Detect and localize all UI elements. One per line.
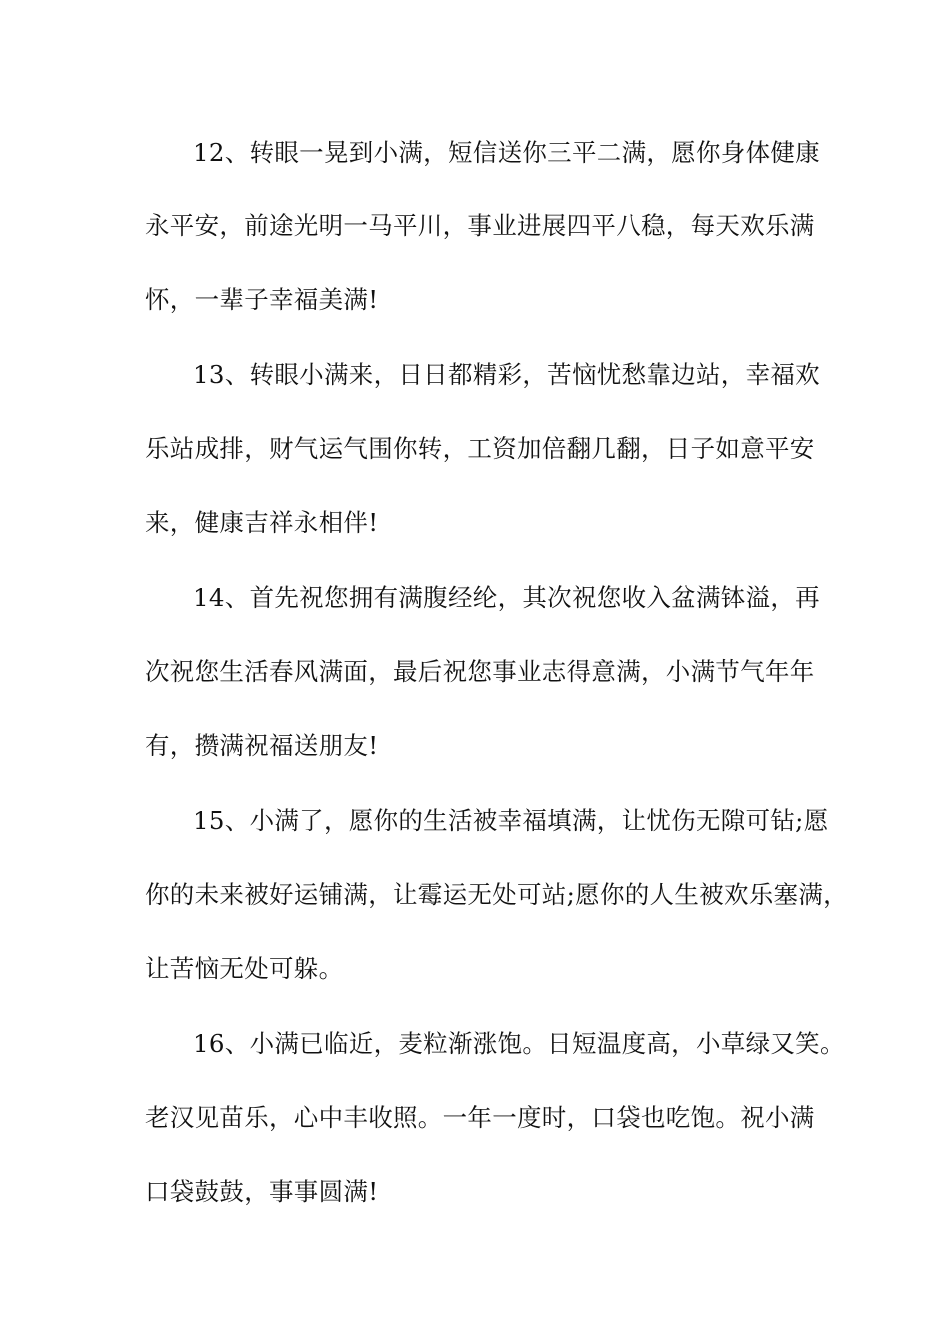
paragraph-14-line-3: 有，攒满祝福送朋友! <box>145 731 379 760</box>
paragraph-12-line-1: 12、转眼一晃到小满，短信送你三平二满，愿你身体健康 <box>193 138 820 167</box>
paragraph-16-line-1: 16、小满已临近，麦粒渐涨饱。日短温度高，小草绿又笑。 <box>193 1029 845 1058</box>
paragraph-15-line-1: 15、小满了，愿你的生活被幸福填满，让忧伤无隙可钻;愿 <box>193 806 829 835</box>
paragraph-14-line-2: 次祝您生活春风满面，最后祝您事业志得意满，小满节气年年 <box>145 657 815 686</box>
paragraph-14-line-1: 14、首先祝您拥有满腹经纶，其次祝您收入盆满钵溢，再 <box>193 583 820 612</box>
paragraph-13-line-1: 13、转眼小满来，日日都精彩，苦恼忧愁靠边站，幸福欢 <box>193 360 820 389</box>
paragraph-12-line-2: 永平安，前途光明一马平川，事业进展四平八稳，每天欢乐满 <box>145 211 815 240</box>
paragraph-15-line-3: 让苦恼无处可躲。 <box>145 954 344 983</box>
paragraph-13-line-3: 来，健康吉祥永相伴! <box>145 508 379 537</box>
paragraph-13-line-2: 乐站成排，财气运气围你转，工资加倍翻几翻，日子如意平安 <box>145 434 815 463</box>
paragraph-12-line-3: 怀，一辈子幸福美满! <box>145 285 379 314</box>
paragraph-16-line-3: 口袋鼓鼓，事事圆满! <box>145 1177 379 1206</box>
paragraph-15-line-2: 你的未来被好运铺满，让霉运无处可站;愿你的人生被欢乐塞满， <box>145 880 848 909</box>
paragraph-16-line-2: 老汉见苗乐，心中丰收照。一年一度时，口袋也吃饱。祝小满 <box>145 1103 815 1132</box>
